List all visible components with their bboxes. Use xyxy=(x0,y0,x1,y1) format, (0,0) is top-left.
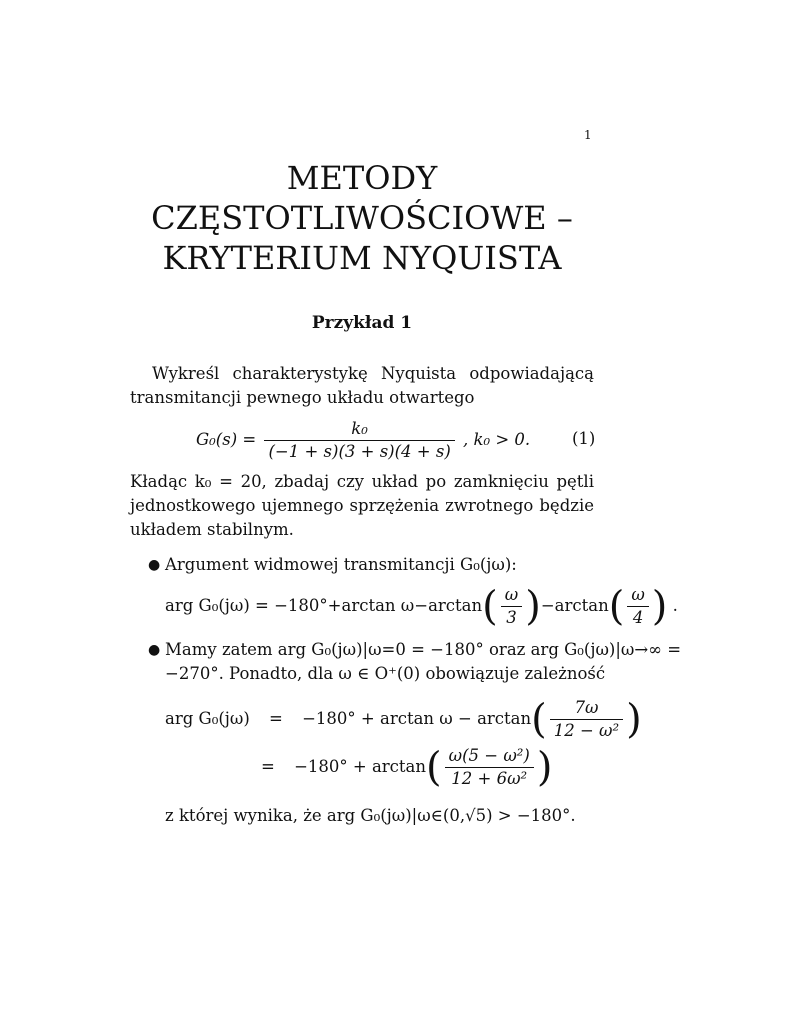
paren-open: ( xyxy=(482,583,498,630)
bullet-2-marker: ● xyxy=(148,642,161,658)
equation-1-number: (1) xyxy=(572,429,596,448)
equation-2b-rhs: −180° + arctan xyxy=(294,757,427,776)
equation-2a-lhs: arg G₀(jω) xyxy=(165,709,250,728)
fraction-7omega-den: 12 − ω² xyxy=(553,721,620,740)
page-number: 1 xyxy=(584,128,592,142)
fraction-omega-4 xyxy=(627,584,648,629)
page-title xyxy=(0,158,724,278)
bullet-1-text: Argument widmowej transmitancji G₀(jω): xyxy=(165,555,517,574)
fraction-7omega-num: 7ω xyxy=(550,697,623,720)
bullet-1-eq-prefix: arg G₀(jω) = −180°+arctan ω−arctan xyxy=(165,596,483,615)
bullet-1-eq-mid: −arctan xyxy=(540,596,609,615)
paragraph-2: Kładąc k₀ = 20, zbadaj czy układ po zamknięciu pętli jednostkowego ujemnego sprzężenia zwrotnego będzie układem stabilnym. xyxy=(130,472,594,539)
equation-2a xyxy=(165,697,642,742)
fraction-omega-3 xyxy=(501,584,522,629)
equation-1 xyxy=(196,418,530,463)
fraction-omega-3-den: 3 xyxy=(506,608,517,627)
bullet-2-line-1: Mamy zatem arg G₀(jω)|ω=0 = −180° oraz arg G₀(jω)|ω→∞ = xyxy=(165,640,682,659)
equation-2b-equals: = xyxy=(261,757,275,776)
fraction-omega-5-num: ω(5 − ω²) xyxy=(445,745,534,768)
equation-2a-rhs: −180° + arctan ω − arctan xyxy=(302,709,532,728)
fraction-7omega xyxy=(550,697,623,742)
paren-close: ) xyxy=(525,583,541,630)
equation-2b xyxy=(261,745,552,790)
title-line-3: KRYTERIUM NYQUISTA xyxy=(162,239,562,277)
fraction-omega-3-num: ω xyxy=(501,584,522,607)
example-heading: Przykład 1 xyxy=(311,313,413,333)
fraction-omega-4-den: 4 xyxy=(632,608,644,627)
paren-open: ( xyxy=(531,696,547,743)
title-line-1: METODY xyxy=(286,159,438,197)
paren-close: ) xyxy=(626,696,642,743)
intro-paragraph: Wykreśl charakterystykę Nyquista odpowiadającą transmitancji pewnego układu otwartego xyxy=(130,364,594,407)
equation-1-fraction xyxy=(264,418,454,463)
bullet-1-eq-end: . xyxy=(672,596,678,615)
paren-open: ( xyxy=(608,583,625,630)
equation-1-denominator: (−1 + s)(3 + s)(4 + s) xyxy=(268,442,451,461)
title-line-2: CZĘSTOTLIWOŚCIOWE – xyxy=(151,199,573,237)
conclusion-line: z której wynika, że arg G₀(jω)|ω∈(0,√5) > −180°. xyxy=(165,806,576,825)
bullet-2-line-2: −270°. Ponadto, dla ω ∈ O⁺(0) obowiązuje zależność xyxy=(165,664,606,683)
fraction-omega-5 xyxy=(445,745,534,790)
equation-1-numerator: k₀ xyxy=(264,418,454,441)
paren-close: ) xyxy=(536,744,553,791)
equation-1-lhs: G₀(s) = xyxy=(196,430,257,449)
equation-2a-equals: = xyxy=(269,709,283,728)
bullet-1-marker: ● xyxy=(148,557,161,573)
equation-1-condition: , k₀ > 0. xyxy=(463,430,531,449)
fraction-omega-4-num: ω xyxy=(627,584,648,607)
paren-close: ) xyxy=(651,583,668,630)
paren-open: ( xyxy=(426,744,442,791)
bullet-1-equation xyxy=(165,584,678,629)
fraction-omega-5-den: 12 + 6ω² xyxy=(451,769,528,788)
